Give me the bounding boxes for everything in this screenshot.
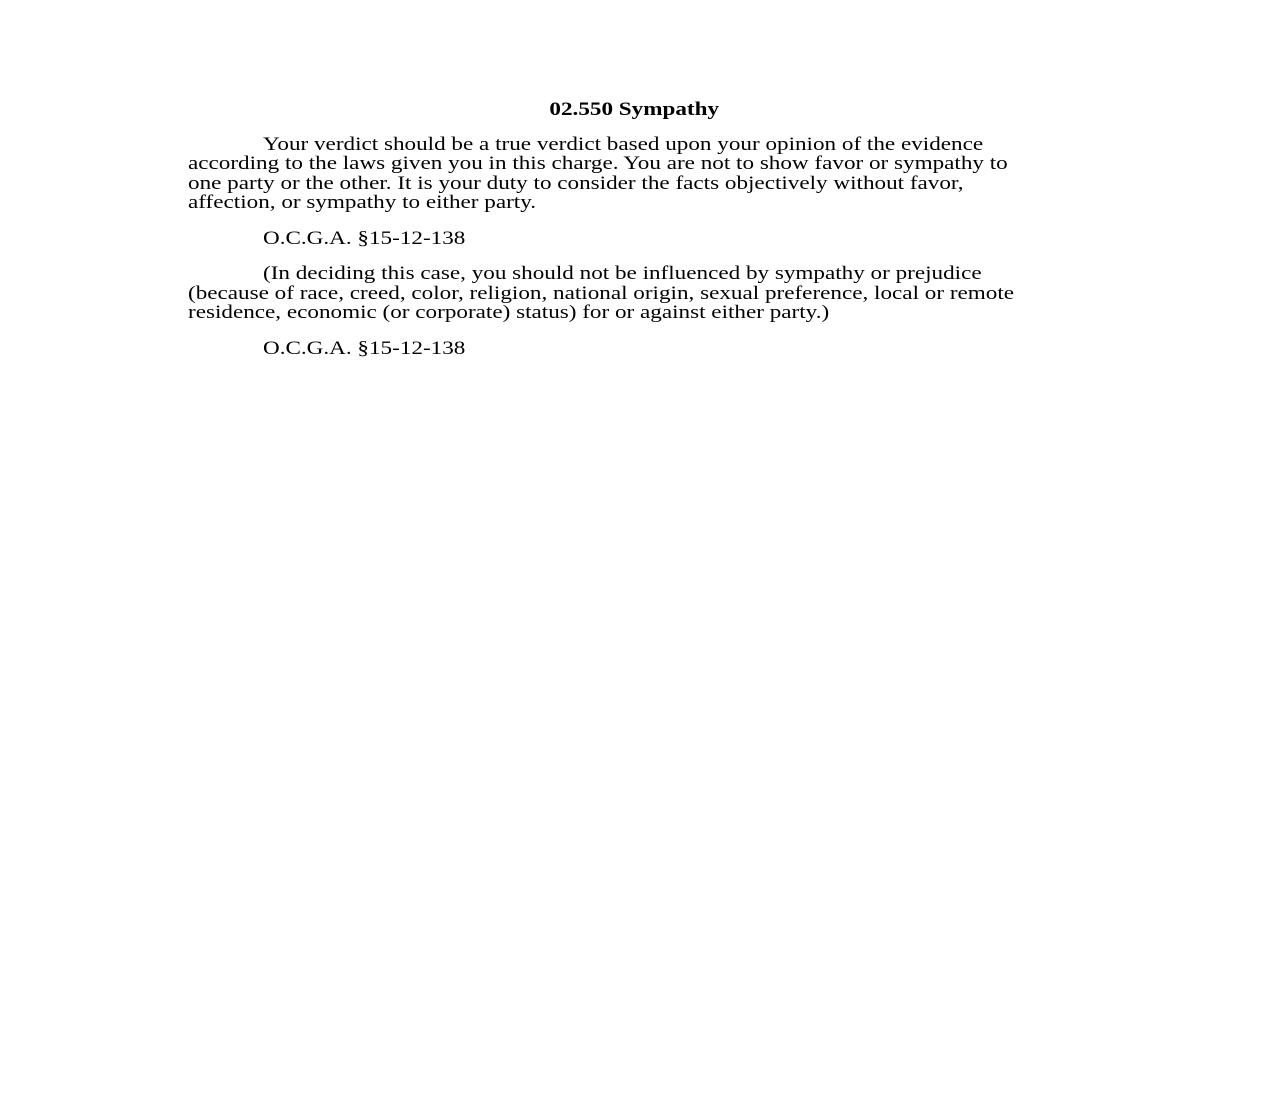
citation-2: O.C.G.A. §15-12-138 (263, 339, 466, 359)
citation-1: O.C.G.A. §15-12-138 (263, 229, 466, 249)
document-title: 02.550 Sympathy (549, 100, 720, 120)
paragraph-2-line: (In deciding this case, you should not be influenced by sympathy or prejudice (263, 264, 982, 284)
paragraph-1-line: Your verdict should be a true verdict based upon your opinion of the evidence (263, 135, 984, 155)
paragraph-1-line: according to the laws given you in this charge. You are not to show favor or sympathy to (188, 154, 1008, 174)
paragraph-1-line: one party or the other. It is your duty to consider the facts objectively without favor, (188, 174, 964, 194)
paragraph-2-line: (because of race, creed, color, religion, national origin, sexual preference, local or remote (188, 284, 1015, 304)
paragraph-2-line: residence, economic (or corporate) status) for or against either party.) (188, 303, 830, 323)
paragraph-1-line: affection, or sympathy to either party. (188, 193, 537, 213)
